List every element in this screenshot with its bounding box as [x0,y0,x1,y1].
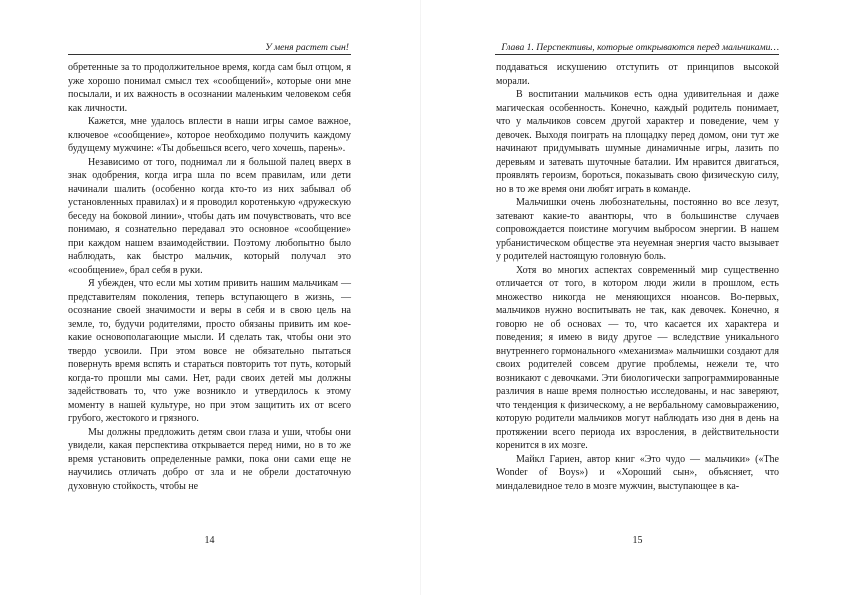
page-number-left: 14 [204,535,215,546]
right-page [421,0,842,595]
paragraph: обретенные за то продолжительное время, когда сам был отцом, я уже хорошо понимал смысл тех «сообщений», которые они мне посылали, и их важность в осознании маленьким человеком себя как личности. [68,62,351,114]
paragraph: В воспитании мальчиков есть одна удивительная и даже магическая особенность. Конечно, каждый родитель понимает, что у мальчиков совсем другой характер и поведение, чем у девочек. Выходя поиграть на площадку перед домом, они тут же начинают придумывать шумные динамичные игры, лазить по деревьям и затевать шуточные баталии. Им нравится двигаться, проявлять героизм, бороться, показывать свою физическую силу, но в то же время они любят играть в команде. [496,89,779,195]
paragraph: Независимо от того, поднимал ли я большой палец вверх в знак одобрения, когда игра шла по всем правилам, или дети начинали шалить (особенно когда кто-то из них забывал об установленных правилах) и я проводил коротенькую «дружескую беседу на боковой линии», чтобы дать им почувствовать, что все понимаю, я сознательно передавал это основное «сообщение» при каждом нашем взаимодействии. Поэтому любопытно было наблюдать, как быстро мальчик, который получал это «сообщение», брал себя в руки. [68,156,351,276]
paragraph: Я убежден, что если мы хотим привить нашим мальчикам — представителям поколения, теперь вступающего в жизнь, — осознание своей значимости и веры в себя и в свою цель на земле, то, будучи родителями, просто обязаны привить им кое-какие основополагающие мысли. И сделать так, чтобы они это твердо усвоили. При этом вовсе не обязательно пытаться повернуть время вспять и стараться повторить тот путь, который когда-то прошли мы сами. Нет, ради своих детей мы должны задействовать то, что уже возникло и утвердилось к этому моменту в нашей культуре, но при этом защитить их от всего грубого, жестокого и грязного. [68,278,351,424]
paragraph: Мальчишки очень любознательны, постоянно во все лезут, затевают какие-то авантюры, что в большинстве случаев сопровождается поистине могучим выбросом энергии. В нашем урбанистическом обществе эта неуемная энергия часто вызывает у родителей настоящую головную боль. [496,197,779,262]
page-number-right: 15 [632,535,643,546]
paragraph: Кажется, мне удалось вплести в наши игры самое важное, ключевое «сообщение», которое необходимо получить каждому будущему мужчине: «Ты добьешься всего, чего хочешь, парень». [68,116,351,154]
paragraph: поддаваться искушению отступить от принципов высокой морали. [496,62,779,87]
paragraph: Майкл Гариен, автор книг «Это чудо — мальчики» («The Wonder of Boys») и «Хороший сын», объясняет, что миндалевидное тело в мозге мужчин, выступающее в ка- [496,453,779,492]
running-head-right: Глава 1. Перспективы, которые открываются перед мальчиками… [495,40,779,55]
running-head-left: У меня растет сын! [68,40,351,55]
left-page-text [68,61,351,493]
paragraph: Хотя во многих аспектах современный мир существенно отличается от того, в котором люди жили в прошлом, есть множество никогда не меняющихся нюансов. Во-первых, мальчиков нужно воспитывать не так, как девочек. Конечно, я говорю не об основах — то, что касается их характера и поведения; я имею в виду другое — вследствие уникального внутреннего гормонального «механизма» мальчишки создают для своих родителей совсем другие проблемы, нежели те, что возникают с девочками. Эти биологически запрограммированные различия в наше время полностью исследованы, и нас заверяют, что тенденция к физическому, а не вербальному самовыражению, которую родители мальчиков могут наблюдать изо дня в день на протяжении всего периода их взросления, в действительности коренится в их мозге. [496,264,779,451]
paragraph: Мы должны предложить детям свои глаза и уши, чтобы они увидели, какая перспектива открывается перед ними, но в то же время установить определенные рамки, пока они сами еще не научились отличать добро от зла и не обрели достаточную духовную стойкость, чтобы не [68,426,351,492]
right-page-text [496,61,779,493]
